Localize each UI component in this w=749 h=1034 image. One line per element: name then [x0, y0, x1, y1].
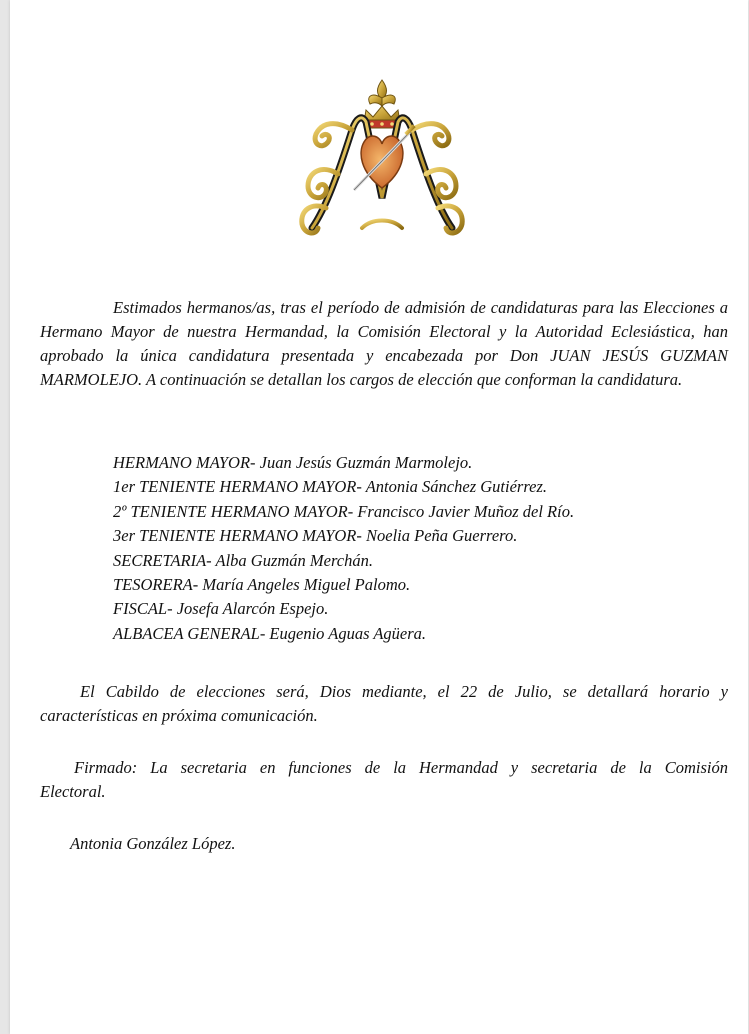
hermandad-crest-icon [292, 78, 472, 240]
list-item: 3er TENIENTE HERMANO MAYOR- Noelia Peña Guerrero. [113, 526, 518, 546]
list-item: ALBACEA GENERAL- Eugenio Aguas Agüera. [113, 623, 427, 643]
list-item: SECRETARIA- Alba Guzmán Merchán. [113, 550, 373, 570]
list-item: 2º TENIENTE HERMANO MAYOR- Francisco Javier Muñoz del Río. [113, 501, 575, 521]
list-item: 1er TENIENTE HERMANO MAYOR- Antonia Sánchez Gutiérrez. [113, 477, 548, 497]
list-item: HERMANO MAYOR- Juan Jesús Guzmán Marmolejo. [113, 453, 473, 472]
document-page [10, 0, 748, 1034]
cargos-list [113, 451, 574, 646]
signature-name: Antonia González López. [70, 834, 236, 853]
cabildo-paragraph: El Cabildo de elecciones será, Dios mediante, el 22 de Julio, se detallará horario y características en próxima comunicación. [40, 682, 728, 725]
intro-paragraph: Estimados hermanos/as, tras el período de admisión de candidaturas para las Elecciones a Hermano Mayor de nuestra Hermandad, la Comisión Electoral y la Autoridad Eclesiástica, han aprobado la única candidatura presentada y encabezada por Don JUAN JESÚS GUZMAN MARMOLEJO. A continuación se detallan los cargos de elección que conforman la candidatura. [40, 298, 728, 389]
firmado-paragraph: Firmado: La secretaria en funciones de la Hermandad y secretaria de la Comisión Electoral. [40, 758, 728, 801]
list-item: FISCAL- Josefa Alarcón Espejo. [113, 599, 329, 619]
page-edge [0, 0, 10, 1034]
list-item: TESORERA- María Angeles Miguel Palomo. [113, 575, 411, 595]
